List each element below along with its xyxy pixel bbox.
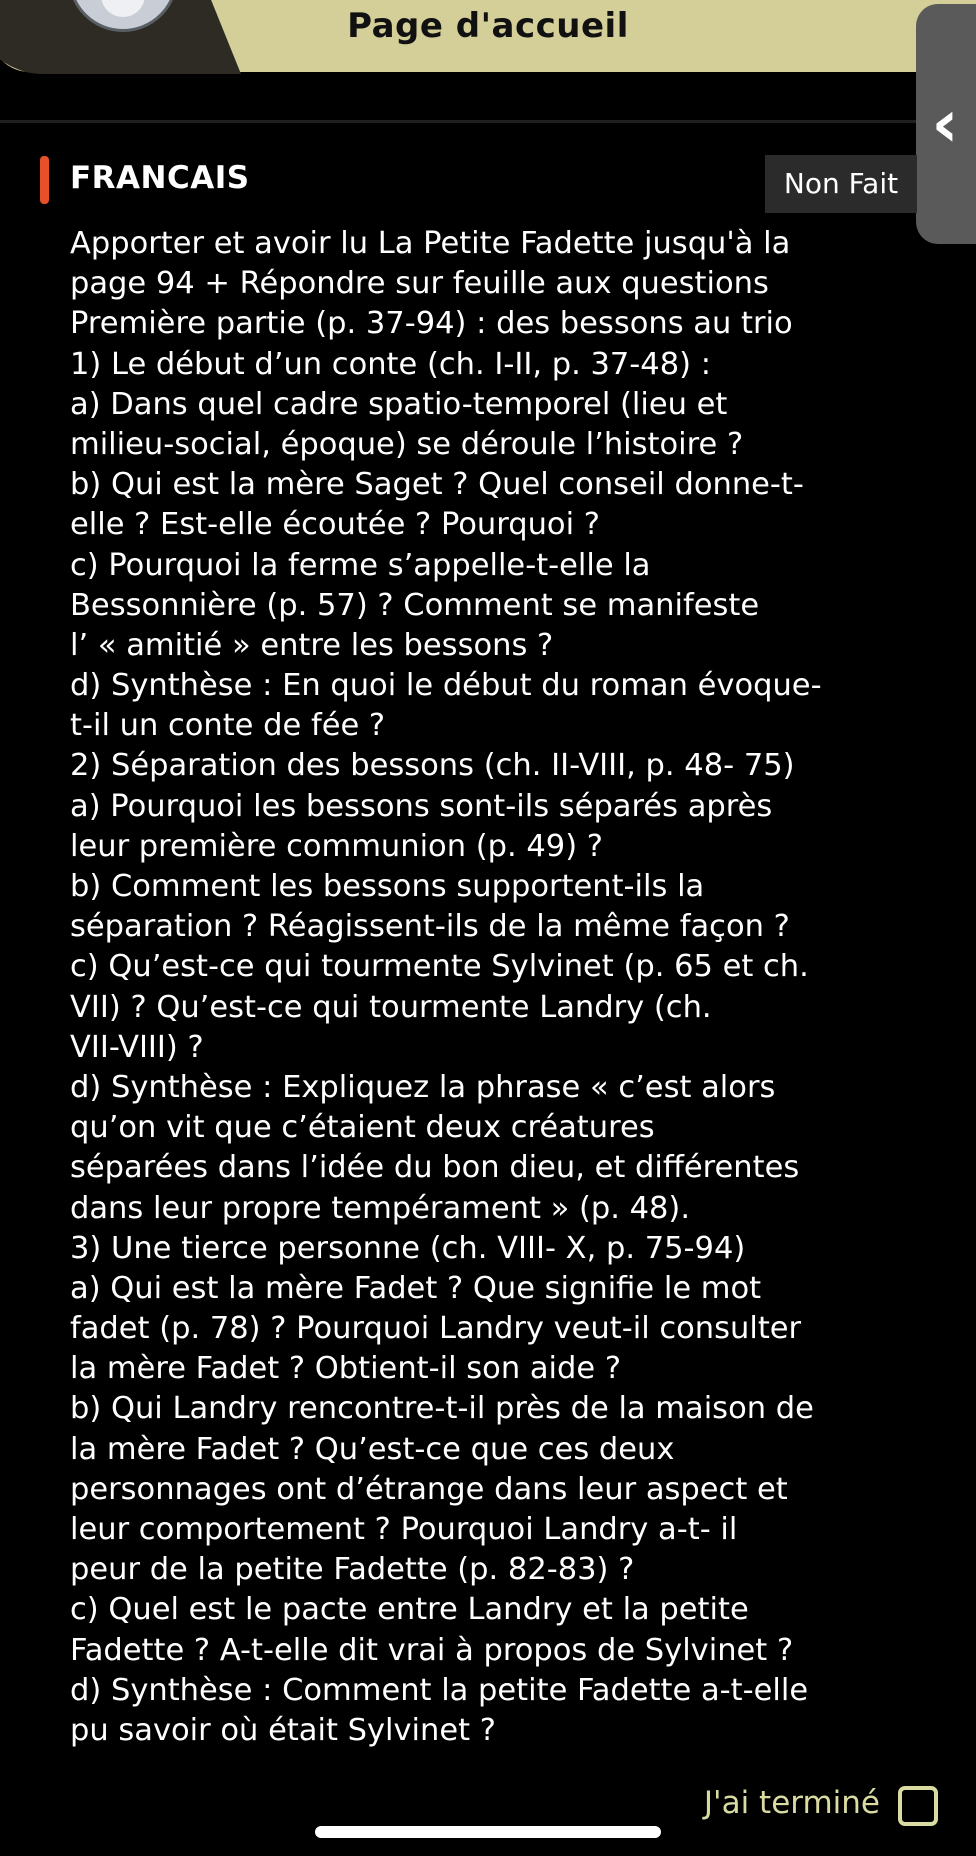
description-line: VII) ? Qu’est-ce qui tourmente Landry (ch. bbox=[70, 989, 712, 1025]
description-line: qu’on vit que c’étaient deux créatures bbox=[70, 1110, 655, 1146]
description-line: elle ? Est-elle écoutée ? Pourquoi ? bbox=[70, 507, 600, 543]
description-line: c) Qu’est-ce qui tourmente Sylvinet (p. 65 et ch. bbox=[70, 949, 809, 985]
description-line: d) Synthèse : Expliquez la phrase « c’est alors bbox=[70, 1069, 776, 1105]
description-line: pu savoir où était Sylvinet ? bbox=[70, 1712, 496, 1748]
subject-title: FRANCAIS bbox=[70, 160, 250, 196]
description-line: t-il un conte de fée ? bbox=[70, 708, 386, 744]
description-line: a) Dans quel cadre spatio-temporel (lieu et bbox=[70, 386, 728, 422]
side-drawer-toggle[interactable] bbox=[916, 4, 976, 244]
description-line: la mère Fadet ? Qu’est-ce que ces deux bbox=[70, 1431, 675, 1467]
task-description bbox=[70, 224, 950, 1751]
description-line: séparation ? Réagissent-ils de la même façon ? bbox=[70, 909, 790, 945]
done-label[interactable]: J'ai terminé bbox=[703, 1785, 880, 1821]
description-line: VII-VIII) ? bbox=[70, 1029, 204, 1065]
description-line: personnages ont d’étrange dans leur aspect et bbox=[70, 1471, 788, 1507]
page-title: Page d'accueil bbox=[347, 6, 629, 46]
description-line: 3) Une tierce personne (ch. VIII- X, p. 75-94) bbox=[70, 1230, 746, 1266]
description-line: c) Quel est le pacte entre Landry et la petite bbox=[70, 1592, 749, 1628]
description-line: b) Qui est la mère Saget ? Quel conseil donne-t- bbox=[70, 467, 804, 503]
description-line: Apporter et avoir lu La Petite Fadette jusqu'à la bbox=[70, 226, 791, 261]
description-line: la mère Fadet ? Obtient-il son aide ? bbox=[70, 1351, 622, 1387]
description-line: séparées dans l’idée du bon dieu, et différentes bbox=[70, 1150, 800, 1186]
done-checkbox[interactable] bbox=[898, 1786, 938, 1826]
chevron-left-icon: ‹ bbox=[931, 85, 959, 162]
description-line: d) Synthèse : En quoi le début du roman évoque- bbox=[70, 668, 822, 704]
description-line: peur de la petite Fadette (p. 82-83) ? bbox=[70, 1552, 635, 1588]
description-line: dans leur propre tempérament » (p. 48). bbox=[70, 1190, 691, 1226]
description-line: Bessonnière (p. 57) ? Comment se manifeste bbox=[70, 587, 760, 623]
app-header bbox=[0, 0, 976, 74]
home-indicator[interactable] bbox=[315, 1826, 661, 1838]
header-divider bbox=[0, 120, 976, 123]
description-line: a) Qui est la mère Fadet ? Que signifie le mot bbox=[70, 1270, 762, 1306]
description-line: 1) Le début d’un conte (ch. I-II, p. 37-48) : bbox=[70, 346, 711, 382]
subject-accent-bar bbox=[40, 156, 49, 204]
description-line: page 94 + Répondre sur feuille aux questions bbox=[70, 266, 769, 302]
description-line: fadet (p. 78) ? Pourquoi Landry veut-il consulter bbox=[70, 1311, 802, 1347]
status-badge: Non Fait bbox=[765, 155, 917, 213]
description-line: l’ « amitié » entre les bessons ? bbox=[70, 627, 554, 663]
description-line: milieu-social, époque) se déroule l’histoire ? bbox=[70, 426, 744, 462]
description-line: b) Comment les bessons supportent-ils la bbox=[70, 869, 705, 904]
description-line: c) Pourquoi la ferme s’appelle-t-elle la bbox=[70, 547, 651, 583]
description-line: b) Qui Landry rencontre-t-il près de la maison de bbox=[70, 1391, 814, 1427]
description-line: a) Pourquoi les bessons sont-ils séparés après bbox=[70, 788, 773, 824]
description-line: leur première communion (p. 49) ? bbox=[70, 828, 603, 864]
description-line: d) Synthèse : Comment la petite Fadette a-t-elle bbox=[70, 1672, 809, 1708]
description-line: Première partie (p. 37-94) : des bessons au trio bbox=[70, 306, 793, 342]
description-line: leur comportement ? Pourquoi Landry a-t- il bbox=[70, 1512, 738, 1547]
description-line: Fadette ? A-t-elle dit vrai à propos de Sylvinet ? bbox=[70, 1632, 794, 1668]
description-line: 2) Séparation des bessons (ch. II-VIII, p. 48- 75) bbox=[70, 748, 795, 784]
